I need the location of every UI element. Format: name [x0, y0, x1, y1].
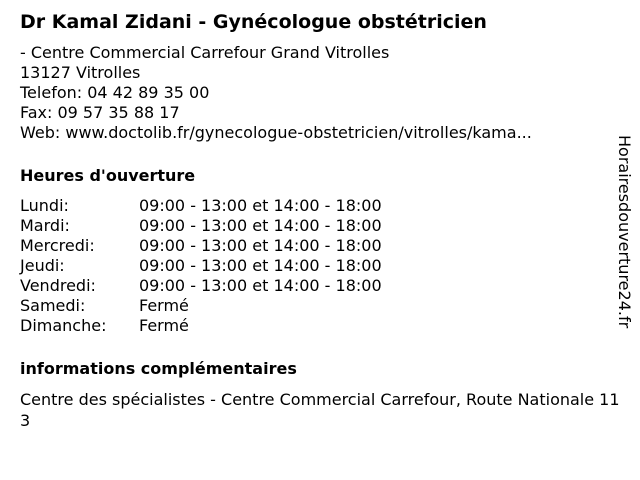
address-line-city: 13127 Vitrolles: [20, 63, 141, 82]
page-title: Dr Kamal Zidani - Gynécologue obstétricien: [20, 11, 487, 33]
day-hours: 09:00 - 13:00 et 14:00 - 18:00: [139, 216, 382, 235]
phone-number: Telefon: 04 42 89 35 00: [20, 83, 210, 102]
hours-row-sunday: [20, 316, 382, 336]
hours-row-monday: [20, 196, 382, 216]
day-hours: 09:00 - 13:00 et 14:00 - 18:00: [139, 196, 382, 215]
watermark-text: Horairesdouverture24.fr: [615, 135, 634, 329]
day-label: Lundi:: [20, 196, 69, 215]
day-hours: 09:00 - 13:00 et 14:00 - 18:00: [139, 236, 382, 255]
website-link[interactable]: Web: www.doctolib.fr/gynecologue-obstetricien/vitrolles/kama...: [20, 123, 532, 142]
day-label: Samedi:: [20, 296, 86, 315]
day-hours: Fermé: [139, 296, 189, 315]
address-line-street: - Centre Commercial Carrefour Grand Vitrolles: [20, 43, 390, 62]
day-hours: Fermé: [139, 316, 189, 335]
day-label: Mercredi:: [20, 236, 95, 255]
day-label: Jeudi:: [20, 256, 65, 275]
day-label: Vendredi:: [20, 276, 96, 295]
additional-info-heading: informations complémentaires: [20, 359, 297, 378]
fax-number: Fax: 09 57 35 88 17: [20, 103, 180, 122]
hours-row-saturday: [20, 296, 382, 316]
additional-info-text: Centre des spécialistes - Centre Commercial Carrefour, Route Nationale 113: [20, 390, 620, 430]
site-watermark: [612, 135, 636, 345]
hours-row-friday: [20, 276, 382, 296]
day-label: Mardi:: [20, 216, 70, 235]
hours-row-tuesday: [20, 216, 382, 236]
hours-row-thursday: [20, 256, 382, 276]
hours-row-wednesday: [20, 236, 382, 256]
opening-hours-table: [20, 196, 382, 336]
business-card: [20, 10, 620, 431]
day-hours: 09:00 - 13:00 et 14:00 - 18:00: [139, 256, 382, 275]
day-hours: 09:00 - 13:00 et 14:00 - 18:00: [139, 276, 382, 295]
opening-hours-heading: Heures d'ouverture: [20, 166, 196, 185]
day-label: Dimanche:: [20, 316, 107, 335]
